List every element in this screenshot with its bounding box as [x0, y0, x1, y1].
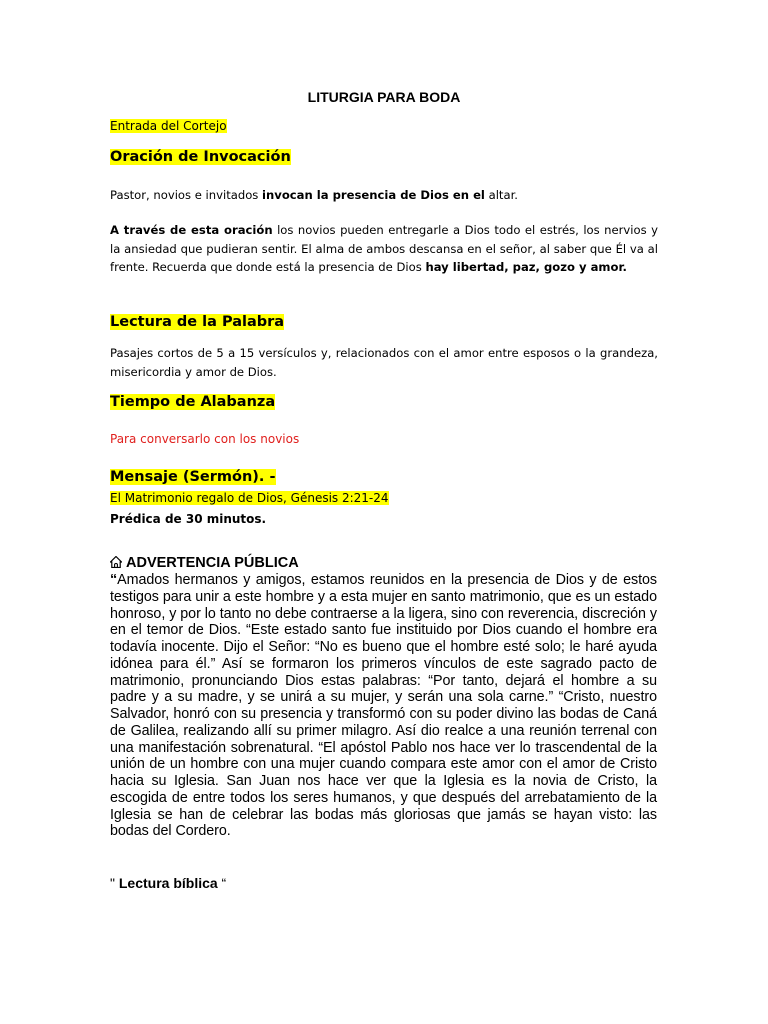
oracion-p2-b: los novios pueden entregarle a Dios todo el estrés, los nervios y la ansiedad que pudieran sentir. El alma de ambos descansa en el señor, al saber que Él va al frente. Recuerda que donde está la presencia de Dios	[110, 223, 658, 275]
entrada-line	[110, 119, 658, 133]
mensaje-heading-line	[110, 469, 658, 485]
advertencia-open-quote: “	[110, 572, 118, 588]
alabanza-note: Para conversarlo con los novios	[110, 432, 300, 446]
entrada-cortejo: Entrada del Cortejo	[110, 119, 227, 133]
mensaje-subtitle-line	[110, 491, 658, 505]
oracion-p2-c: hay libertad, paz, gozo y amor.	[425, 260, 627, 275]
alabanza-heading: Tiempo de Alabanza	[110, 394, 276, 410]
lectura-text: Pasajes cortos de 5 a 15 versículos y, relacionados con el amor entre esposos o la grandeza, misericordia y amor de Dios.	[110, 346, 658, 379]
lectura-biblica-close: “	[217, 875, 227, 891]
alabanza-heading-line	[110, 394, 658, 410]
oracion-p2-a: A través de esta oración	[110, 223, 273, 237]
oracion-line	[110, 186, 658, 205]
oracion-heading: Oración de Invocación	[110, 149, 291, 165]
mensaje-subtitle: El Matrimonio regalo de Dios, Génesis 2:21-24	[110, 491, 389, 505]
advertencia-text: Amados hermanos y amigos, estamos reunidos en la presencia de Dios y de estos testigos para unir a este hombre y a esta mujer en santo matrimonio, que es un estado honroso, y por lo tanto no debe contraerse a la ligera, sino con reverencia, discreción y en el temor de Dios. “Este estado santo fue instituido por Dios cuando el hombre era todavía inocente. Dijo el Señor: “No es bueno que el hombre esté solo; le haré ayuda idónea para él.” Así se formaron los primeros vínculos de este sagrado pacto de matrimonio, pronunciando Dios estas palabras: “Por tanto, dejará el hombre a su padre y a su madre, y se unirá a su mujer, y serán una sola carne.” “Cristo, nuestro Salvador, honró con su presencia y transformó con su poder divino las bodas de Caná de Galilea, realizando allí su primer milagro. Así dio realce a una reunión terrenal con una manifestación sobrenatural. “El apóstol Pablo nos hace ver lo trascendental de la unión de un hombre con una mujer cuando compara este amor con el amor de Cristo hacia su Iglesia. San Juan nos hace ver que la Iglesia es la novia de Cristo, la escogida de entre todos los seres humanos, y que después del arrebatamiento de la Iglesia se han de celebrar las bodas más gloriosas que jamás se hayan visto: las bodas del Cordero.	[110, 572, 657, 840]
church-icon	[110, 556, 122, 568]
document-title: LITURGIA PARA BODA	[307, 89, 461, 105]
advertencia-heading: ADVERTENCIA PÚBLICA	[126, 555, 299, 571]
lectura-biblica-open: "	[110, 875, 119, 891]
oracion-line-c: altar.	[484, 188, 518, 202]
mensaje-heading: Mensaje (Sermón). -	[110, 469, 276, 485]
lectura-heading-line	[110, 314, 658, 330]
lectura-heading: Lectura de la Palabra	[110, 314, 285, 330]
lectura-biblica-label: Lectura bíblica	[118, 875, 218, 891]
lectura-biblica-line	[110, 875, 658, 891]
oracion-paragraph	[110, 221, 658, 277]
mensaje-duration: Prédica de 30 minutos.	[110, 512, 267, 526]
oracion-line-b: invocan la presencia de Dios en el	[262, 188, 485, 202]
advertencia-text-block	[110, 572, 657, 840]
oracion-heading-line	[110, 149, 658, 165]
advertencia-heading-line	[110, 555, 658, 571]
oracion-line-a: Pastor, novios e invitados	[110, 188, 263, 202]
